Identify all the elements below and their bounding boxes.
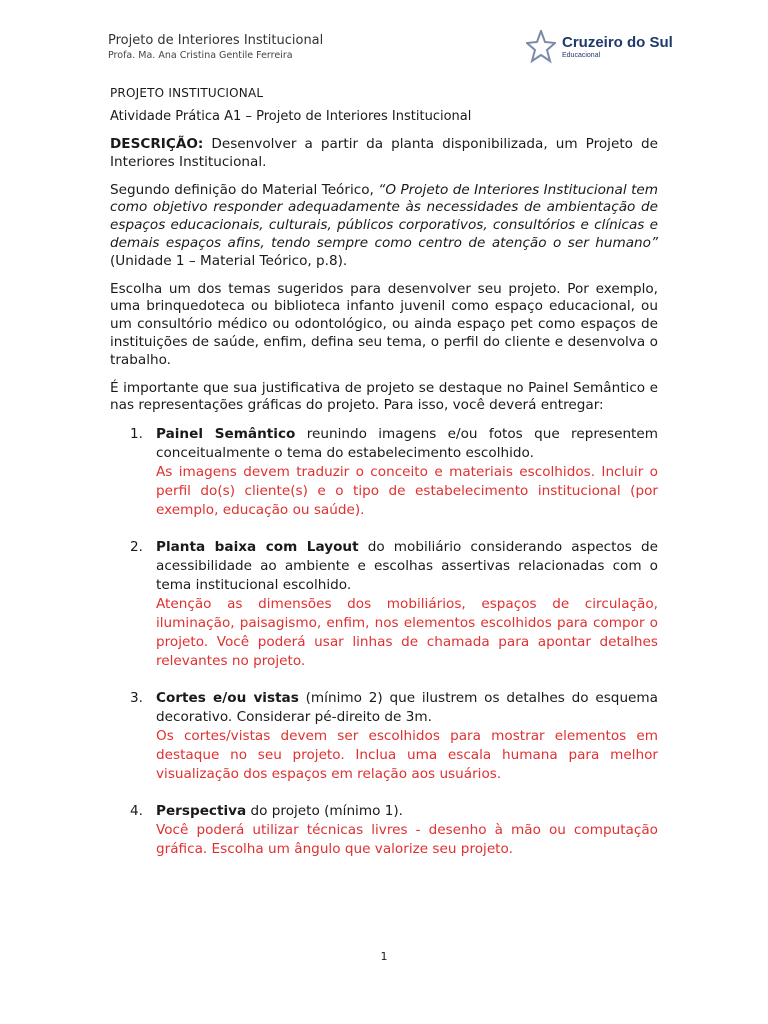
item-text: reunindo imagens e/ou fotos que representem conceitualmente o tema do estabelecimento escolhido. (156, 426, 658, 462)
star-icon (526, 30, 556, 64)
item-text: do projeto (mínimo 1). (246, 803, 403, 820)
list-item (110, 689, 658, 784)
logo-text: Cruzeiro do Sul (562, 34, 673, 51)
item-number: 4. (130, 803, 143, 820)
item-text: do mobiliário considerando aspectos de acessibilidade ao ambiente e escolhas assertivas relacionadas com o tema institucional escolhido. (156, 539, 658, 594)
themes-paragraph: Escolha um dos temas sugeridos para desenvolver seu projeto. Por exemplo, uma brinquedoteca ou biblioteca infanto juvenil como espaço educacional, ou um consultório médico ou odontológico, ou ainda espaço pet como espaços de instituições de saúde, enfim, defina seu tema, o perfil do cliente e desenvolva o trabalho. (110, 280, 658, 368)
definition-citation: (Unidade 1 – Material Teórico, p.8). (110, 252, 348, 269)
definition-quote: “O Projeto de Interiores Institucional tem como objetivo responder adequadamente às necessidades de ambientação de espaços educacionais, culturais, públicos corporativos, consultórios e clínicas e demais espaços afins, tendo sempre como centro de atenção o ser humano” (110, 181, 659, 251)
description-text: Desenvolver a partir da planta disponibilizada, um Projeto de Interiores Institucional. (110, 136, 658, 170)
page-header (108, 33, 323, 63)
main-content (110, 86, 658, 859)
description-label: DESCRIÇÃO: (110, 136, 204, 152)
course-title: Projeto de Interiores Institucional (108, 33, 324, 48)
item-title: Perspectiva (156, 803, 247, 820)
item-number: 2. (130, 539, 143, 556)
page-number: 1 (380, 950, 388, 963)
item-note: Os cortes/vistas devem ser escolhidos para mostrar elementos em destaque no seu projeto. Inclua uma escala humana para melhor visualização dos espaços em relação aos usuários. (156, 728, 658, 783)
item-title: Cortes e/ou vistas (156, 690, 299, 707)
list-item (110, 802, 658, 859)
list-item (110, 538, 658, 671)
description-paragraph (110, 136, 658, 172)
definition-paragraph (110, 182, 658, 271)
item-note: Você poderá utilizar técnicas livres - desenho à mão ou computação gráfica. Escolha um ângulo que valorize seu projeto. (156, 822, 658, 858)
professor-name: Profa. Ma. Ana Cristina Gentile Ferreira (108, 50, 293, 61)
deliverables-list (110, 425, 658, 859)
item-number: 1. (130, 426, 143, 443)
item-text: (mínimo 2) que ilustrem os detalhes do esquema decorativo. Considerar pé-direito de 3m. (156, 690, 658, 726)
list-item (110, 425, 658, 520)
importance-paragraph: É importante que sua justificativa de projeto se destaque no Painel Semântico e nas representações gráficas do projeto. Para isso, você deverá entregar: (110, 379, 658, 414)
definition-lead: Segundo definição do Material Teórico, (110, 181, 379, 198)
item-title: Painel Semântico (156, 426, 296, 443)
institution-logo (526, 30, 673, 66)
item-title: Planta baixa com Layout (156, 539, 359, 556)
activity-title: Atividade Prática A1 – Projeto de Interiores Institucional (110, 109, 472, 124)
item-note: As imagens devem traduzir o conceito e materiais escolhidos. Incluir o perfil do(s) cliente(s) e o tipo de estabelecimento institucional (por exemplo, educação ou saúde). (156, 464, 658, 519)
item-note: Atenção as dimensões dos mobiliários, espaços de circulação, iluminação, paisagismo, enfim, nos elementos escolhidos para compor o projeto. Você poderá usar linhas de chamada para apontar detalhes relevantes no projeto. (156, 596, 658, 670)
logo-subtext: Educacional (562, 52, 601, 59)
section-label: PROJETO INSTITUCIONAL (110, 86, 264, 100)
item-number: 3. (130, 690, 143, 707)
